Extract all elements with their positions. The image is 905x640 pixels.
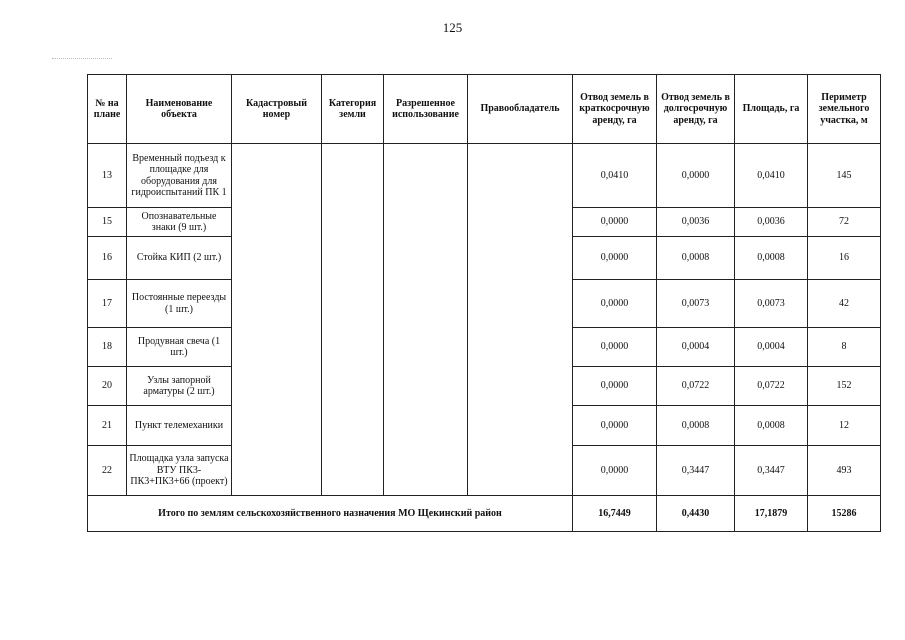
page-number: 125 bbox=[442, 20, 463, 35]
row-object-name: Пункт телемеханики bbox=[127, 406, 232, 446]
row-object-name: Узлы запорной арматуры (2 шт.) bbox=[127, 367, 232, 406]
scan-artifact bbox=[52, 58, 112, 59]
header-area: Площадь, га bbox=[735, 75, 808, 144]
row-area: 0,0073 bbox=[735, 280, 808, 328]
row-short-lease: 0,0000 bbox=[573, 406, 657, 446]
row-object-name: Постоянные переезды (1 шт.) bbox=[127, 280, 232, 328]
row-short-lease: 0,0410 bbox=[573, 144, 657, 208]
row-perimeter: 493 bbox=[808, 446, 881, 496]
row-perimeter: 16 bbox=[808, 237, 881, 280]
row-short-lease: 0,0000 bbox=[573, 328, 657, 367]
row-long-lease: 0,0036 bbox=[657, 208, 735, 237]
row-long-lease: 0,0000 bbox=[657, 144, 735, 208]
header-name: Наименование объекта bbox=[127, 75, 232, 144]
row-num: 17 bbox=[88, 280, 127, 328]
row-num: 18 bbox=[88, 328, 127, 367]
row-perimeter: 72 bbox=[808, 208, 881, 237]
header-permitted: Разрешенное использование bbox=[384, 75, 468, 144]
row-long-lease: 0,3447 bbox=[657, 446, 735, 496]
row-object-name: Площадка узла запуска ВТУ ПК3-ПК3+ПК3+66 (проект) bbox=[127, 446, 232, 496]
row-num: 21 bbox=[88, 406, 127, 446]
row-num: 16 bbox=[88, 237, 127, 280]
row-area: 0,0004 bbox=[735, 328, 808, 367]
category-cell bbox=[322, 144, 384, 496]
header-num: № на плане bbox=[88, 75, 127, 144]
row-object-name: Продувная свеча (1 шт.) bbox=[127, 328, 232, 367]
row-object-name: Временный подъезд к площадке для оборудования для гидроиспытаний ПК 1 bbox=[127, 144, 232, 208]
row-num: 13 bbox=[88, 144, 127, 208]
row-short-lease: 0,0000 bbox=[573, 280, 657, 328]
table-row bbox=[88, 144, 881, 208]
cadastral-cell bbox=[232, 144, 322, 496]
row-area: 0,0410 bbox=[735, 144, 808, 208]
row-short-lease: 0,0000 bbox=[573, 208, 657, 237]
row-perimeter: 152 bbox=[808, 367, 881, 406]
permitted-cell bbox=[384, 144, 468, 496]
row-num: 22 bbox=[88, 446, 127, 496]
header-owner: Правообладатель bbox=[468, 75, 573, 144]
total-label: Итого по землям сельскохозяйственного назначения МО Щекинский район bbox=[88, 496, 573, 532]
row-long-lease: 0,0722 bbox=[657, 367, 735, 406]
total-perimeter: 15286 bbox=[808, 496, 881, 532]
row-perimeter: 12 bbox=[808, 406, 881, 446]
row-num: 15 bbox=[88, 208, 127, 237]
row-perimeter: 8 bbox=[808, 328, 881, 367]
row-perimeter: 145 bbox=[808, 144, 881, 208]
row-short-lease: 0,0000 bbox=[573, 446, 657, 496]
header-category: Категория земли bbox=[322, 75, 384, 144]
header-cadastral: Кадастровый номер bbox=[232, 75, 322, 144]
row-perimeter: 42 bbox=[808, 280, 881, 328]
row-area: 0,3447 bbox=[735, 446, 808, 496]
header-long-lease: Отвод земель в долгосрочную аренду, га bbox=[657, 75, 735, 144]
total-area: 17,1879 bbox=[735, 496, 808, 532]
row-long-lease: 0,0004 bbox=[657, 328, 735, 367]
row-num: 20 bbox=[88, 367, 127, 406]
row-object-name: Стойка КИП (2 шт.) bbox=[127, 237, 232, 280]
owner-cell bbox=[468, 144, 573, 496]
row-area: 0,0008 bbox=[735, 237, 808, 280]
row-short-lease: 0,0000 bbox=[573, 367, 657, 406]
land-allocation-table bbox=[87, 74, 881, 532]
total-short-lease: 16,7449 bbox=[573, 496, 657, 532]
header-perimeter: Периметр земельного участка, м bbox=[808, 75, 881, 144]
row-long-lease: 0,0008 bbox=[657, 406, 735, 446]
total-row bbox=[88, 496, 881, 532]
header-short-lease: Отвод земель в краткосрочную аренду, га bbox=[573, 75, 657, 144]
row-area: 0,0722 bbox=[735, 367, 808, 406]
header-row bbox=[88, 75, 881, 144]
row-area: 0,0036 bbox=[735, 208, 808, 237]
row-short-lease: 0,0000 bbox=[573, 237, 657, 280]
row-long-lease: 0,0008 bbox=[657, 237, 735, 280]
row-long-lease: 0,0073 bbox=[657, 280, 735, 328]
total-long-lease: 0,4430 bbox=[657, 496, 735, 532]
row-area: 0,0008 bbox=[735, 406, 808, 446]
row-object-name: Опознавательные знаки (9 шт.) bbox=[127, 208, 232, 237]
